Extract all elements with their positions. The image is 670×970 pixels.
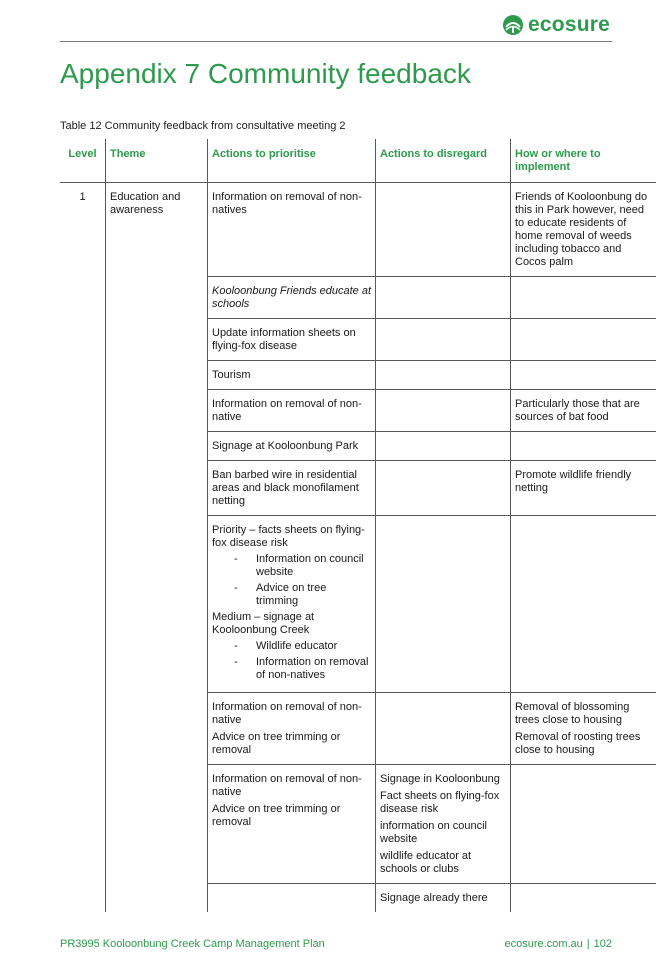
table-row	[60, 461, 656, 516]
implement-cell	[511, 183, 657, 277]
implement-cell	[511, 461, 657, 516]
implement-cell	[511, 884, 657, 913]
cell-text: Ban barbed wire in residential areas and black monofilament netting	[212, 469, 359, 507]
list-item: - Wildlife educator	[234, 640, 338, 652]
disregard-cell	[376, 461, 511, 516]
prioritise-cell	[208, 319, 376, 361]
list-item: - Information on council website	[234, 553, 364, 578]
priority-list	[212, 553, 371, 608]
header-actions-prioritise: Actions to prioritise	[208, 139, 376, 183]
cell-text: Advice on tree trimming or removal	[212, 803, 341, 828]
prioritise-cell	[208, 765, 376, 884]
cell-text: Removal of roosting trees close to housing	[515, 731, 641, 756]
cell-text: Friends of Kooloonbung do this in Park however, need to educate residents of home removal of weeds including tobacco and Cocos palm	[515, 191, 648, 268]
header-implement: How or where to implement	[511, 139, 657, 183]
implement-cell	[511, 432, 657, 461]
prioritise-cell	[208, 432, 376, 461]
cell-text: Update information sheets on flying-fox disease	[212, 327, 356, 352]
cell-text: Signage in Kooloonbung	[380, 773, 500, 785]
brand-name: ecosure	[528, 13, 610, 36]
prioritise-cell	[208, 884, 376, 913]
cell-text: wildlife educator at schools or clubs	[380, 850, 472, 875]
header-actions-disregard: Actions to disregard	[376, 139, 511, 183]
header-theme: Theme	[106, 139, 208, 183]
implement-cell	[511, 361, 657, 390]
disregard-cell	[376, 432, 511, 461]
cell-text: information on council website	[380, 820, 488, 845]
implement-cell	[511, 693, 657, 765]
cell-text: Tourism	[212, 369, 251, 381]
cell-text: Signage already there	[380, 892, 488, 904]
cell-text: Information on removal of non-natives	[212, 191, 362, 216]
table-row	[60, 884, 656, 913]
disregard-cell	[376, 183, 511, 277]
table-row	[60, 693, 656, 765]
list-item: - Advice on tree trimming	[234, 582, 327, 607]
cell-text: Fact sheets on flying-fox disease risk	[380, 790, 500, 815]
table-row	[60, 277, 656, 319]
table-row	[60, 765, 656, 884]
cell-text: Signage at Kooloonbung Park	[212, 440, 359, 452]
table-row	[60, 361, 656, 390]
medium-list	[212, 640, 371, 682]
header-level: Level	[60, 139, 106, 183]
priority-heading: Priority – facts sheets on flying-fox disease risk	[212, 524, 365, 549]
footer-website-link[interactable]: ecosure.com.au	[504, 938, 583, 950]
disregard-cell	[376, 361, 511, 390]
disregard-cell	[376, 765, 511, 884]
cell-text: Promote wildlife friendly netting	[515, 469, 632, 494]
page-header	[60, 0, 612, 42]
footer-separator: |	[586, 938, 590, 950]
prioritise-cell	[208, 361, 376, 390]
disregard-cell	[376, 884, 511, 913]
cell-text: Particularly those that are sources of bat food	[515, 398, 640, 423]
disregard-cell	[376, 693, 511, 765]
footer-document-title: PR3995 Kooloonbung Creek Camp Management Plan	[60, 938, 325, 950]
cell-text: Information on removal of non-native	[212, 701, 362, 726]
prioritise-cell	[208, 693, 376, 765]
level-cell: 1	[60, 183, 106, 277]
disregard-cell	[376, 277, 511, 319]
disregard-cell	[376, 390, 511, 432]
cell-text: Information on removal of non-native	[212, 773, 362, 798]
table-row	[60, 183, 656, 277]
prioritise-cell	[208, 390, 376, 432]
table-header-row	[60, 139, 656, 183]
disregard-cell	[376, 516, 511, 693]
implement-cell	[511, 765, 657, 884]
table-row	[60, 516, 656, 693]
page-number: 102	[593, 938, 612, 950]
implement-cell	[511, 516, 657, 693]
medium-heading: Medium – signage at Kooloonbung Creek	[212, 611, 315, 636]
prioritise-cell	[208, 461, 376, 516]
prioritise-cell	[208, 277, 376, 319]
leaf-icon	[502, 14, 524, 36]
cell-text: Kooloonbung Friends educate at schools	[212, 285, 372, 310]
theme-cell: Education and awareness	[106, 183, 208, 277]
footer-right	[505, 938, 612, 950]
community-feedback-table	[60, 139, 656, 912]
implement-cell	[511, 390, 657, 432]
ecosure-logo	[502, 13, 610, 37]
cell-text: Information on removal of non-native	[212, 398, 362, 423]
list-item: - Information on removal of non-natives	[234, 656, 369, 681]
page-title: Appendix 7 Community feedback	[60, 58, 471, 89]
table-row	[60, 319, 656, 361]
prioritise-cell	[208, 516, 376, 693]
table-row	[60, 390, 656, 432]
table-row	[60, 432, 656, 461]
implement-cell	[511, 319, 657, 361]
table-caption: Table 12 Community feedback from consultative meeting 2	[60, 120, 346, 132]
disregard-cell	[376, 319, 511, 361]
prioritise-cell	[208, 183, 376, 277]
cell-text: Advice on tree trimming or removal	[212, 731, 341, 756]
cell-text: Removal of blossoming trees close to housing	[515, 701, 630, 726]
implement-cell	[511, 277, 657, 319]
